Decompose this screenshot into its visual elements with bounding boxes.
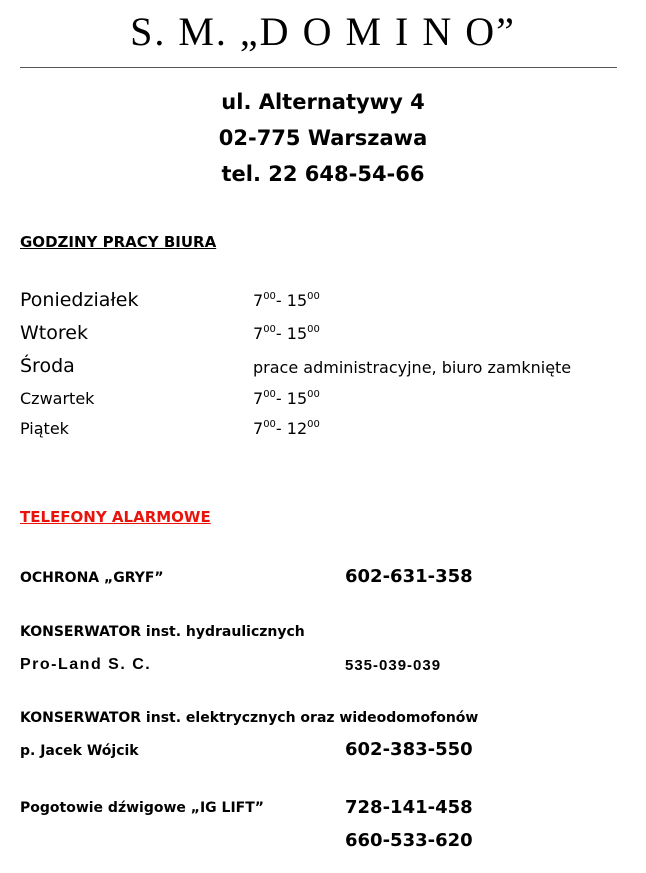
day-friday: Piątek [20, 419, 69, 438]
hours-thursday: $7^{00}-$ $15^{00}$ [253, 389, 320, 408]
plumbing-label: KONSERWATOR inst. hydraulicznych [20, 624, 305, 640]
alarm-phones-heading: TELEFONY ALARMOWE [20, 508, 211, 526]
electric-person: p. Jacek Wójcik [20, 743, 139, 759]
lift-label: Pogotowie dźwigowe „IG LIFT” [20, 800, 264, 816]
plumbing-phone: 535-039-039 [345, 657, 442, 674]
lift-phone-1: 728-141-458 [345, 797, 473, 818]
plumbing-company: Pro-Land S. C. [20, 656, 152, 673]
day-thursday: Czwartek [20, 389, 95, 408]
hours-friday: $7^{00}-$ $12^{00}$ [253, 419, 320, 438]
security-label: OCHRONA „GRYF” [20, 570, 164, 586]
address-street: ul. Alternatywy 4 [221, 90, 425, 114]
day-monday: Poniedziałek [20, 289, 139, 311]
day-tuesday: Wtorek [20, 322, 88, 344]
hours-tuesday: $7^{00}-$ $15^{00}$ [253, 324, 320, 343]
address-city: 02-775 Warszawa [218, 126, 428, 150]
day-wednesday: Środa [20, 355, 75, 377]
electric-phone: 602-383-550 [345, 739, 473, 760]
title-divider [20, 67, 617, 68]
office-hours-heading: GODZINY PRACY BIURA [20, 233, 217, 251]
office-phone: tel. 22 648-54-66 [221, 162, 425, 186]
cooperative-title: S. M. „D O M I N O” [130, 9, 516, 54]
lift-phone-2: 660-533-620 [345, 830, 473, 851]
hours-wednesday-note: prace administracyjne, biuro zamknięte [253, 358, 572, 377]
electric-label: KONSERWATOR inst. elektrycznych oraz wideodomofonów [20, 710, 479, 726]
hours-monday: $7^{00}-$ $15^{00}$ [253, 291, 320, 310]
security-phone: 602-631-358 [345, 566, 473, 587]
